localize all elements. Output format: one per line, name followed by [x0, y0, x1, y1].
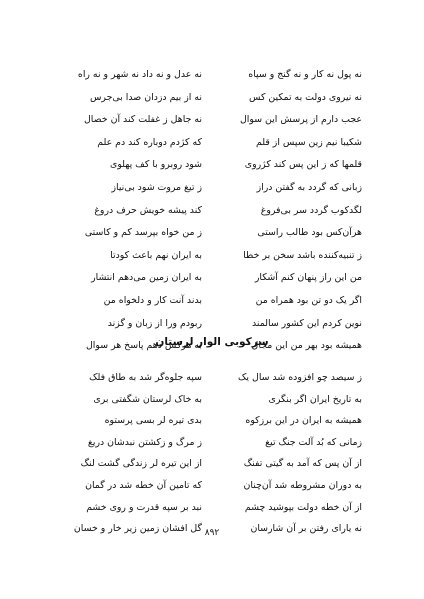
hemistich-first: همیشه بود بهر من این مجال — [251, 340, 362, 352]
hemistich-second: به ایران نهم باعث کودتا — [110, 249, 202, 261]
hemistich-first: ز سیصد چو افزوده شد سال یک — [238, 372, 362, 383]
couplet-row — [62, 87, 362, 110]
couplet-row — [62, 290, 362, 313]
hemistich-second: نه عدل و نه داد نه شهر و نه راه — [77, 69, 202, 80]
hemistich-first: به دوران مشروطه شد آن‌چنان — [243, 479, 362, 491]
hemistich-second: که تامین آن خطه شد در گمان — [85, 479, 202, 491]
hemistich-first: لگدکوب گردد سر بی‌فروغ — [260, 204, 362, 216]
couplet-row — [62, 64, 362, 87]
hemistich-first: نه نیروی دولت به تمکین کس — [249, 91, 362, 103]
hemistich-second: ز من خواه بپرسد کم و کاستی — [84, 227, 202, 239]
hemistich-second: به هرکس دهم پاسخ هر سوال — [85, 340, 202, 352]
hemistich-second: نه جاهل ز غفلت کند آن خصال — [84, 114, 202, 126]
hemistich-second: بدی تیره لر بسی پرستوه — [104, 415, 202, 427]
couplet-row — [62, 475, 362, 497]
hemistich-first: شکیبا نیم زین سپس از قلم — [256, 136, 362, 148]
hemistich-first: قلمها که ز این پس کند کژروی — [244, 159, 362, 171]
poem-stanza-1 — [62, 64, 362, 358]
couplet-row — [62, 154, 362, 177]
couplet-row — [62, 367, 362, 389]
couplet-row — [62, 432, 362, 454]
couplet-row — [62, 267, 362, 290]
hemistich-second: نه از بیم دزدان صدا بی‌جرس — [89, 91, 202, 103]
couplet-row — [62, 453, 362, 475]
hemistich-first: من این راز پنهان کنم آشکار — [254, 272, 362, 284]
hemistich-second: ز مرگ و زکشتن نبدشان دریغ — [87, 436, 202, 448]
couplet-row — [62, 389, 362, 411]
hemistich-first: نوین کردم این کشور سالمند — [251, 317, 362, 329]
couplet-row — [62, 245, 362, 268]
poem-stanza-2 — [62, 367, 362, 540]
hemistich-second: بدند آنت کار و دلخواه من — [103, 294, 202, 306]
hemistich-second: ز تیغ مروت شود بی‌نیاز — [111, 181, 202, 193]
hemistich-first: زبانی که گردد به گفتن دراز — [256, 181, 362, 193]
couplet-row — [62, 222, 362, 245]
hemistich-first: زمانی که بُد آلت جنگ تیغ — [265, 436, 362, 448]
couplet-row — [62, 497, 362, 519]
page-number: ۸۹۲ — [204, 528, 220, 538]
hemistich-second: از این تیره لر زندگی گشت لنگ — [80, 458, 202, 470]
hemistich-first: به تاریخ ایران اگر بنگری — [268, 393, 362, 405]
hemistich-second: کند پیشه خویش حرف دروغ — [94, 204, 202, 216]
hemistich-first: همیشه به ایران در این برزکوه — [245, 415, 362, 427]
hemistich-first: عجب دارم از پرسش این سوال — [239, 114, 362, 126]
section-title: سرکوبی الوار لرستان — [155, 336, 269, 348]
hemistich-first: از آن خطه دولت بپوشید چشم — [244, 501, 362, 513]
hemistich-first: ز تنبیه‌کننده باشد سخن بر خطا — [243, 249, 362, 261]
couplet-row — [62, 177, 362, 200]
hemistich-second: شود روبرو با کف پهلوی — [109, 159, 202, 171]
couplet-row — [62, 313, 362, 336]
couplet-row — [62, 132, 362, 155]
hemistich-second: گل افشان زمین زیر خار و خسان — [73, 523, 202, 535]
hemistich-first: نه یارای رفتن بر آن شارسان — [250, 523, 362, 535]
hemistich-first: اگر یک دو تن بود همراه من — [255, 294, 362, 306]
hemistich-first: نه پول نه کار و نه گنج و سپاه — [248, 69, 362, 80]
couplet-row — [62, 200, 362, 223]
hemistich-second: که کژدم دوباره کند دم علم — [97, 136, 202, 148]
hemistich-second: به ایران زمین می‌دهم انتشار — [91, 272, 202, 284]
hemistich-second: سپه جلوه‌گر شد به طاق فلک — [89, 372, 202, 383]
couplet-row — [62, 410, 362, 432]
hemistich-second: نبد بر سپه قدرت و روی خشم — [86, 501, 202, 513]
hemistich-first: از آن پس که آمد به گیتی تفنگ — [243, 458, 362, 470]
hemistich-second: به خاک لرستان شگفتی بری — [93, 393, 202, 405]
hemistich-second: ربودم ورا از زبان و گزند — [107, 317, 202, 329]
hemistich-first: هرآن‌کس بود طالب راستی — [257, 227, 362, 239]
couplet-row — [62, 109, 362, 132]
